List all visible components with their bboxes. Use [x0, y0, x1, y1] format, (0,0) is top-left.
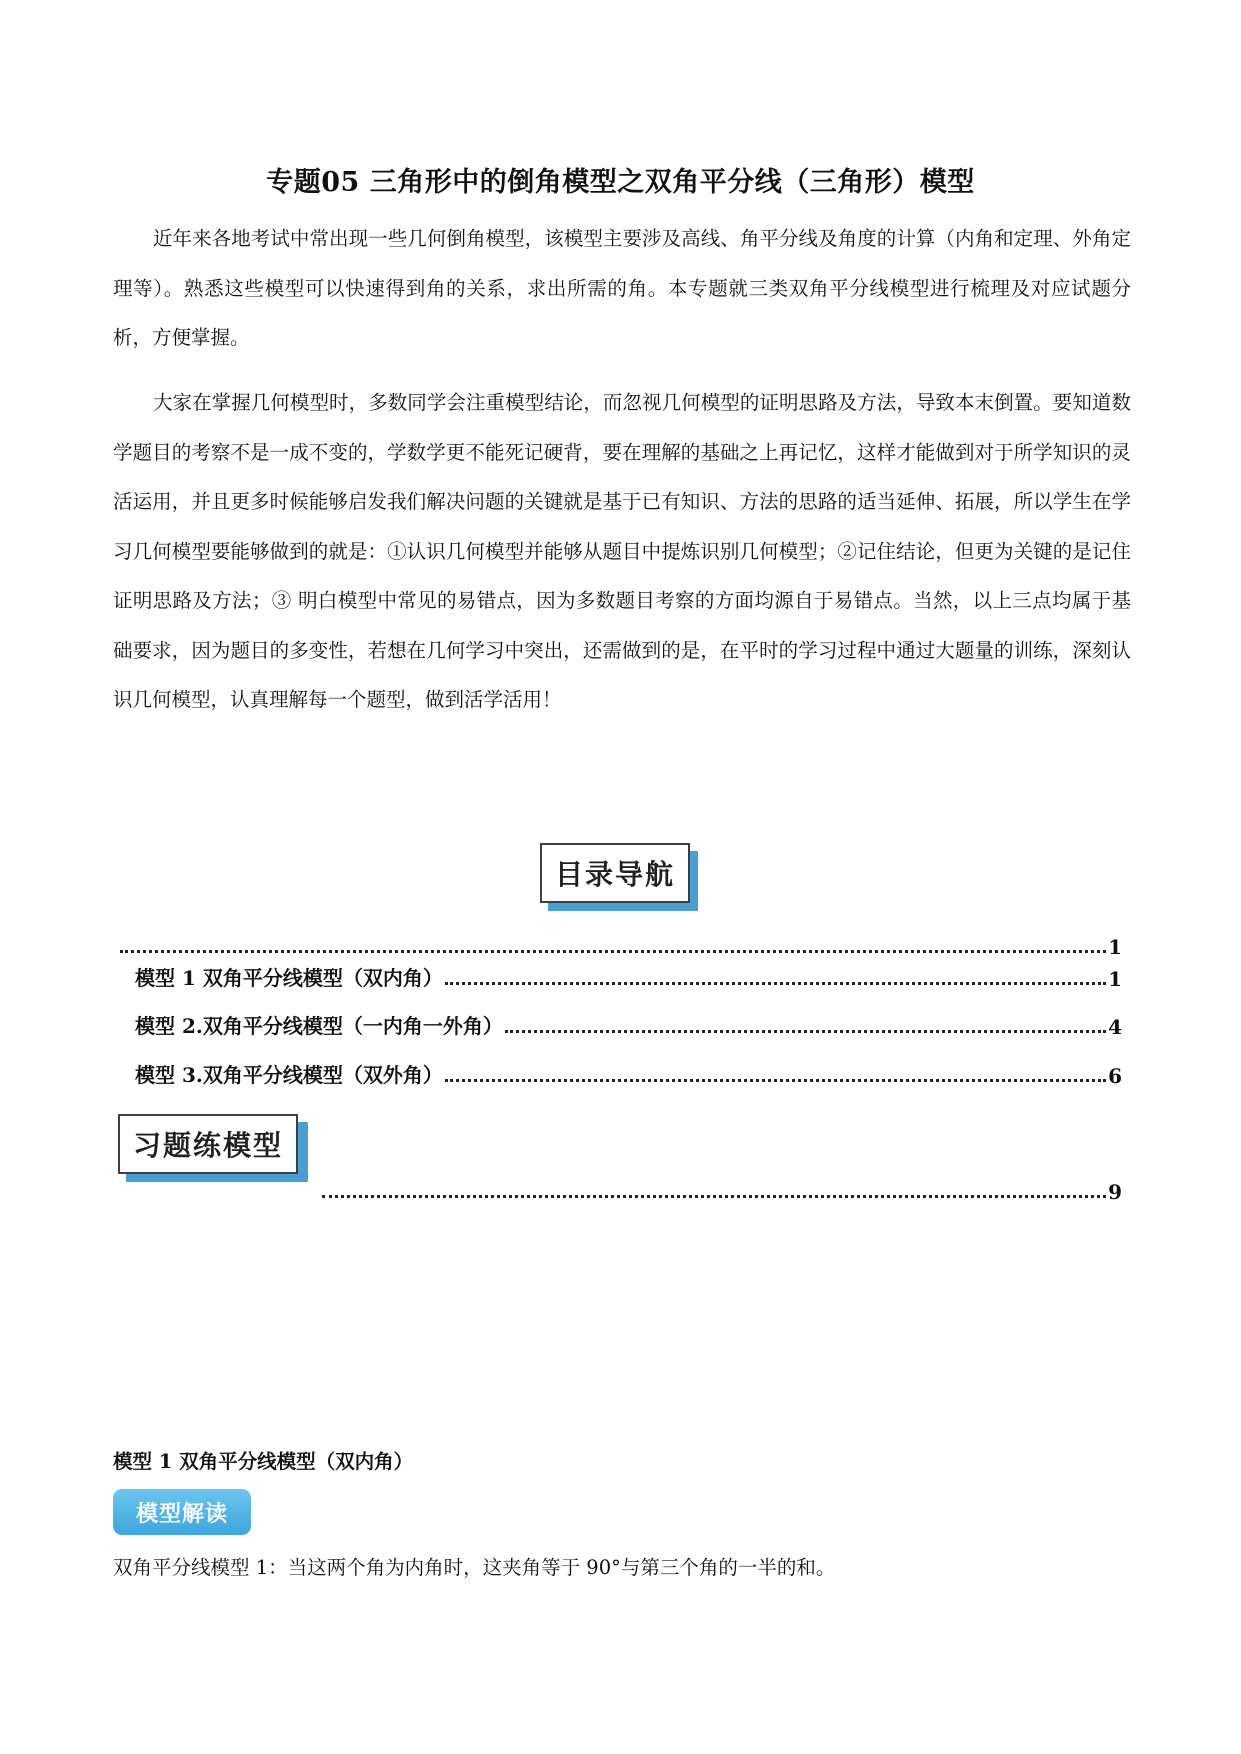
toc-entry-practice[interactable] — [320, 1176, 1122, 1204]
toc-leader-dots — [445, 982, 1106, 985]
toc-leader-dots — [322, 1195, 1106, 1198]
model-statement: 双角平分线模型 1：当这两个角为内角时，这夹角等于 90°与第三个角的一半的和。 — [113, 1556, 836, 1579]
toc-heading: 目录导航 — [540, 843, 690, 903]
intro-paragraph-1: 近年来各地考试中常出现一些几何倒角模型，该模型主要涉及高线、角平分线及角度的计算（内角和定理、外角定理等）。熟悉这些模型可以快速得到角的关系，求出所需的角。本专题就三类双角平分线模型进行梳理及对应试题分析，方便掌握。 — [113, 227, 1131, 349]
toc-entry-page: 1 — [1108, 967, 1122, 991]
toc-entry-3[interactable] — [135, 1060, 1122, 1088]
toc-entry-page: 9 — [1108, 1180, 1122, 1204]
document-title: 专题05 三角形中的倒角模型之双角平分线（三角形）模型 — [266, 167, 975, 198]
practice-heading: 习题练模型 — [118, 1114, 298, 1174]
toc-leader-dots — [120, 950, 1106, 953]
toc-entry-page: 4 — [1108, 1015, 1122, 1039]
toc-leader-dots — [505, 1030, 1106, 1033]
toc-entry-label: 模型 1 双角平分线模型（双内角） — [135, 966, 443, 990]
toc-entry-page: 1 — [1108, 935, 1122, 959]
toc-entry-0[interactable] — [118, 931, 1122, 959]
toc-entry-1[interactable] — [135, 963, 1122, 991]
toc-entry-2[interactable] — [135, 1011, 1122, 1039]
intro-paragraph-2: 大家在掌握几何模型时，多数同学会注重模型结论，而忽视几何模型的证明思路及方法，导致本末倒置。要知道数学题目的考察不是一成不变的，学数学更不能死记硬背，要在理解的基础之上再记忆，这样才能做到对于所学知识的灵活运用，并且更多时候能够启发我们解决问题的关键就是基于已有知识、方法的思路的适当延伸、拓展，所以学生在学习几何模型要能够做到的就是：①认识几何模型并能够从题目中提炼识别几何模型；②记住结论，但更为关键的是记住证明思路及方法；③ 明白模型中常见的易错点，因为多数题目考察的方面均源自于易错点。当然，以上三点均属于基础要求，因为题目的多变性，若想在几何学习中突出，还需做到的是，在平时的学习过程中通过大题量的训练，深刻认识几何模型，认真理解每一个题型，做到活学活用！ — [113, 391, 1131, 711]
toc-leader-dots — [445, 1079, 1106, 1082]
model-interpretation-badge: 模型解读 — [113, 1489, 251, 1535]
section-title: 模型 1 双角平分线模型（双内角） — [113, 1450, 414, 1473]
toc-entry-label: 模型 2.双角平分线模型（一内角一外角） — [135, 1014, 503, 1038]
toc-entry-label: 模型 3.双角平分线模型（双外角） — [135, 1063, 443, 1087]
toc-entry-page: 6 — [1108, 1064, 1122, 1088]
